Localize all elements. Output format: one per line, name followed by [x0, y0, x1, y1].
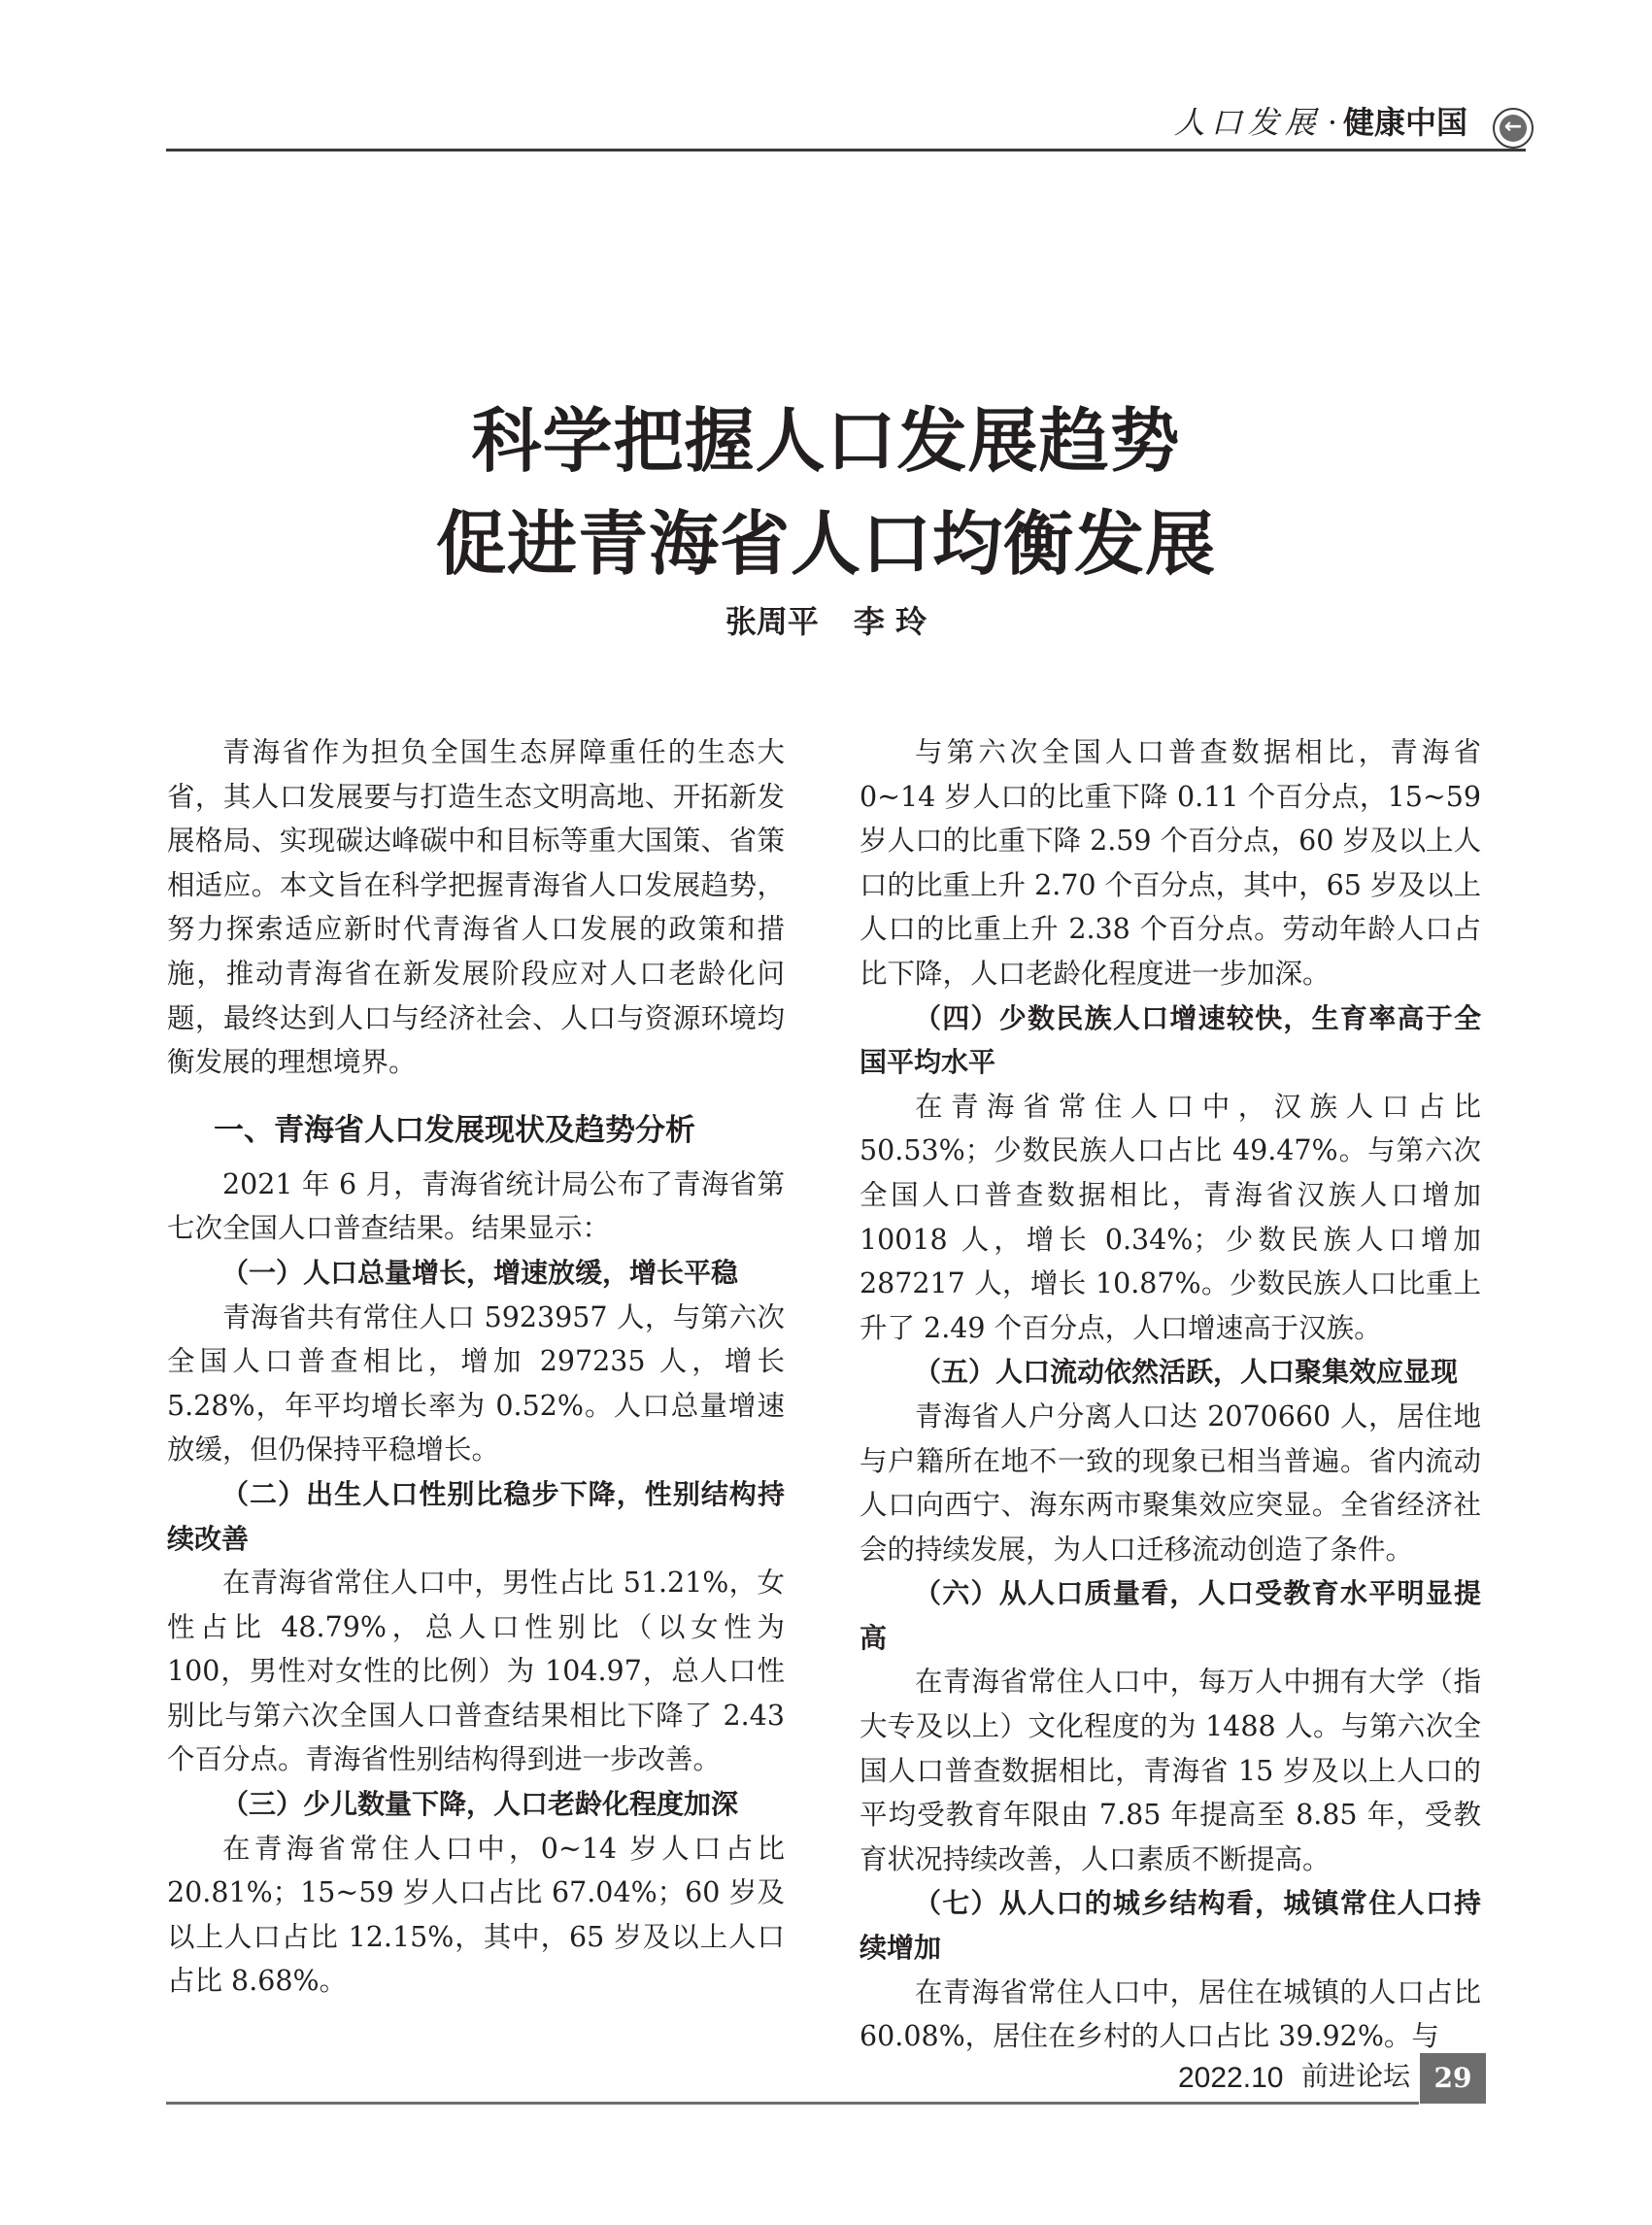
arrow-left-circle-icon — [1493, 108, 1534, 149]
header-separator: · — [1327, 104, 1337, 141]
section1-intro-paragraph: 2021 年 6 月，青海省统计局公布了青海省第七次全国人口普查结果。结果显示： — [167, 1167, 785, 1245]
subsection-3-continued: 与第六次全国人口普查数据相比，青海省 0~14 岁人口的比重下降 0.11 个百分点，15~59 岁人口的比重下降 2.59 个百分点，60 岁及以上人口的比重上升 2.70 个百分点，其中，65 岁及以上人口的比重上升 2.38 个百分点。劳动年龄人口占比下降，人口老龄化程度进一步加深。 — [860, 736, 1481, 990]
subsection-7-body: 在青海省常住人口中，居住在城镇的人口占比 60.08%，居住在乡村的人口占比 39.92%。与 — [860, 1975, 1481, 2053]
subsection-heading-3: （三）少儿数量下降，人口老龄化程度加深 — [221, 1788, 739, 1821]
section-heading-1: 一、青海省人口发展现状及趋势分析 — [214, 1112, 695, 1148]
subsection-5-body: 青海省人户分离人口达 2070660 人，居住地与户籍所在地不一致的现象已相当普遍。省内流动人口向西宁、海东两市聚集效应突显。全省经济社会的持续发展，为人口迁移流动创造了条件。 — [860, 1399, 1481, 1566]
subsection-6-body: 在青海省常住人口中，每万人中拥有大学（指大专及以上）文化程度的为 1488 人。与第六次全国人口普查数据相比，青海省 15 岁及以上人口的平均受教育年限由 7.85 年提高至 8.85 年，受教育状况持续改善，人口素质不断提高。 — [860, 1666, 1481, 1875]
subsection-heading-5: （五）人口流动依然活跃，人口聚集效应显现 — [914, 1356, 1459, 1389]
intro-paragraph: 青海省作为担负全国生态屏障重任的生态大省，其人口发展要与打造生态文明高地、开拓新发展格局、实现碳达峰碳中和目标等重大国策、省策相适应。本文旨在科学把握青海省人口发展趋势，努力探索适应新时代青海省人口发展的政策和措施，推动青海省在新发展阶段应对人口老龄化问题，最终达到人口与经济社会、人口与资源环境均衡发展的理想境界。 — [167, 736, 785, 1079]
article-authors — [0, 600, 1652, 643]
header-column-name: 人口发展 — [1173, 104, 1322, 141]
subsection-heading-1: （一）人口总量增长，增速放缓，增长平稳 — [221, 1256, 739, 1289]
left-column — [167, 730, 785, 2004]
subsection-4-body: 在青海省常住人口中，汉族人口占比 50.53%；少数民族人口占比 49.47%。与第六次全国人口普查数据相比，青海省汉族人口增加 10018 人，增长 0.34%；少数民族人口增加 287217 人，增长 10.87%。少数民族人口比重上升了 2.49 个百分点，人口增速高于汉族。 — [860, 1090, 1481, 1344]
page-number: 29 — [1420, 2053, 1486, 2104]
subsection-1-body: 青海省共有常住人口 5923957 人，与第六次全国人口普查相比，增加 297235 人，增长 5.28%，年平均增长率为 0.52%。人口总量增速放缓，但仍保持平稳增长。 — [167, 1300, 785, 1466]
subsection-heading-2: （二）出生人口性别比稳步下降，性别结构持续改善 — [167, 1477, 785, 1555]
footer-issue: 2022.10 — [1178, 2062, 1284, 2094]
header-rule — [166, 149, 1526, 152]
footer-journal-name: 前进论坛 — [1301, 2060, 1411, 2092]
right-column — [860, 730, 1481, 2059]
author-1: 张周平 — [725, 603, 819, 640]
subsection-heading-6: （六）从人口质量看，人口受教育水平明显提高 — [860, 1577, 1481, 1654]
subsection-3-body: 在青海省常住人口中，0~14 岁人口占比 20.81%；15~59 岁人口占比 67.04%；60 岁及以上人口占比 12.15%，其中，65 岁及以上人口占比 8.68%。 — [167, 1832, 785, 1998]
arrow-left-glyph: ← — [1500, 115, 1527, 142]
article-title-line1: 科学把握人口发展趋势 — [471, 400, 1181, 482]
subsection-2-body: 在青海省常住人口中，男性占比 51.21%，女性占比 48.79%，总人口性别比（以女性为 100，男性对女性的比例）为 104.97，总人口性别比与第六次全国人口普查结果相比下降了 2.43 个百分点。青海省性别结构得到进一步改善。 — [167, 1567, 785, 1776]
subsection-heading-4: （四）少数民族人口增速较快，生育率高于全国平均水平 — [860, 1001, 1481, 1079]
subsection-heading-7: （七）从人口的城乡结构看，城镇常住人口持续增加 — [860, 1887, 1481, 1965]
header-section-name: 健康中国 — [1342, 104, 1467, 141]
article-title-line2: 促进青海省人口均衡发展 — [435, 503, 1216, 585]
author-2: 李 玲 — [853, 603, 927, 640]
running-header — [1174, 103, 1467, 142]
footer-rule — [166, 2102, 1419, 2105]
